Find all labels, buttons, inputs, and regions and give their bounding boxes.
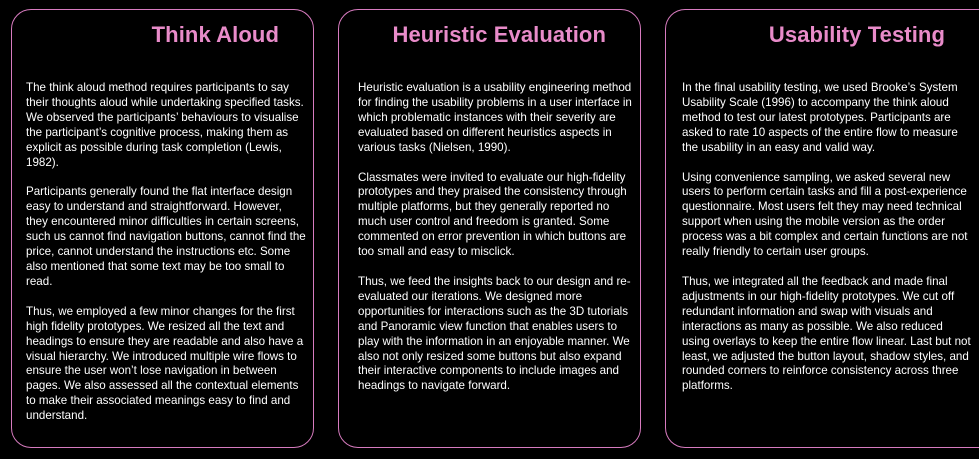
paragraph: Heuristic evaluation is a usability engineering method for finding the usability problems in a user interface in which problematic instances with their severity are evaluated based on different heuristics aspects in various tasks (Nielsen, 1990). bbox=[358, 81, 632, 154]
card-body bbox=[26, 81, 306, 439]
card-title: Usability Testing bbox=[768, 22, 945, 47]
card-title: Heuristic Evaluation bbox=[392, 22, 606, 47]
card-think-aloud bbox=[11, 9, 314, 448]
card-heuristic-evaluation bbox=[338, 9, 641, 448]
card-title: Think Aloud bbox=[151, 22, 279, 47]
paragraph: In the final usability testing, we used Brooke’s System Usability Scale (1996) to accompany the think aloud method to test our latest prototypes. Participants are asked to rate 10 aspects of the entire flow to measure the usability in an easy and valid way. bbox=[682, 81, 958, 154]
paragraph: Thus, we integrated all the feedback and made final adjustments in our high-fidelity prototypes. We cut off redundant information and swap with visuals and interactions as many as possible. We also reduced using overlays to keep the entire flow linear. Last but not least, we adjusted the button layout, shadow styles, and rounded corners to reinforce consistency across three platforms. bbox=[682, 274, 971, 393]
paragraph: Thus, we employed a few minor changes for the first high fidelity prototypes. We resized all the text and headings to ensure they are readable and also have a visual hierarchy. We introduced multiple wire flows to ensure the user won’t lose navigation in between pages. We also assessed all the contextual elements to make their associated meanings easy to find and understand. bbox=[26, 304, 304, 423]
paragraph: Participants generally found the flat interface design easy to understand and straightforward. However, they encountered minor difficulties in certain screens, such us cannot find navigation buttons, cannot find the price, cannot understand the instructions etc. Some also mentioned that some text may be too small to read. bbox=[26, 185, 306, 288]
paragraph: The think aloud method requires participants to say their thoughts aloud while undertaking specified tasks. We observed the participants’ behaviours to visualise the participant’s cognitive process, making them as explicit as possible during task completion (Lewis, 1982). bbox=[26, 81, 304, 169]
card-body bbox=[358, 81, 634, 409]
card-body bbox=[682, 81, 971, 409]
paragraph: Thus, we feed the insights back to our design and re-evaluated our iterations. We designed more opportunities for interactions such as the 3D tutorials and Panoramic view function that enables users to play with the information in an enjoyable manner. We also not only resized some buttons but also expand their interactive components to include images and headings to navigate forward. bbox=[358, 274, 631, 393]
paragraph: Classmates were invited to evaluate our high-fidelity prototypes and they praised the consistency through multiple platforms, but they generally reported no much user control and freedom is granted. Some commented on error prevention in which buttons are too small and easy to misclick. bbox=[358, 170, 627, 259]
paragraph: Using convenience sampling, we asked several new users to perform certain tasks and fill a post-experience questionnaire. Most users felt they may need technical support when using the mobile version as the order process was a bit complex and certain functions are not really friendly to certain user groups. bbox=[682, 170, 968, 259]
card-usability-testing bbox=[665, 9, 979, 448]
